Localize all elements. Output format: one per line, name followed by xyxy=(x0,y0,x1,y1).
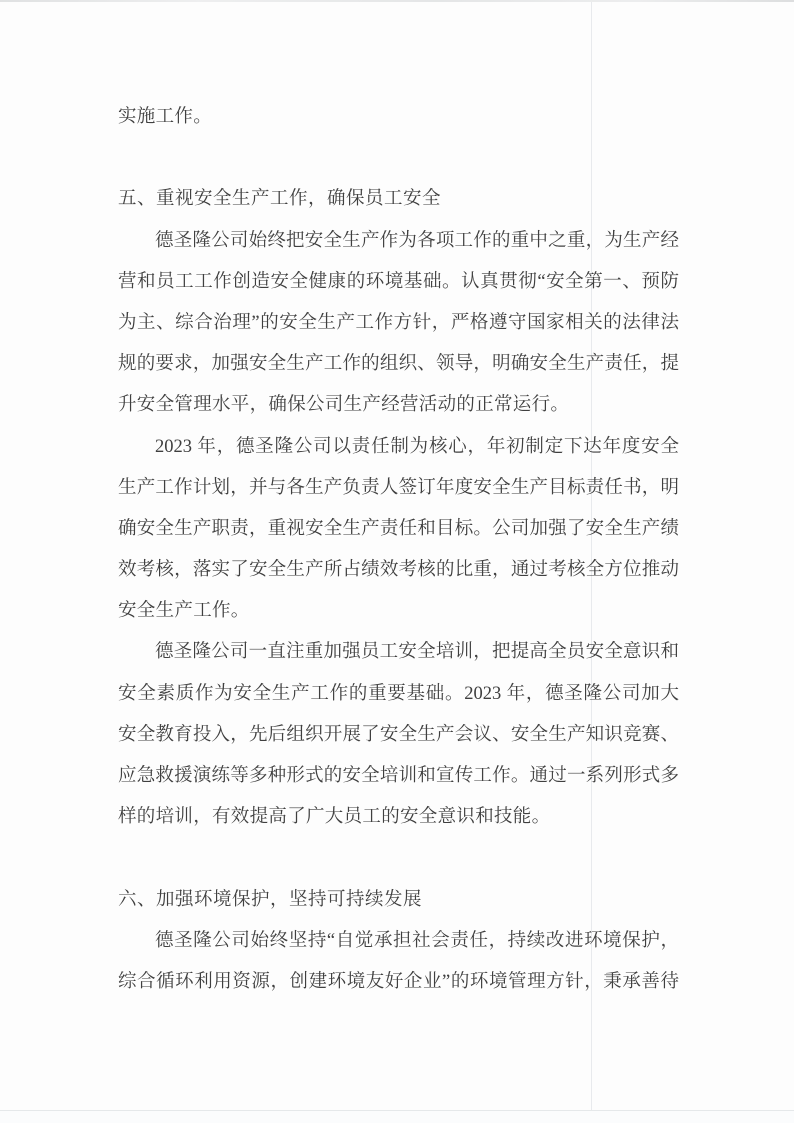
text-line: 规的要求，加强安全生产工作的组织、领导，明确安全生产责任，提 xyxy=(118,354,679,375)
text-line: 安全素质作为安全生产工作的重要基础。2023 年，德圣隆公司加大 xyxy=(118,683,679,704)
blank-line xyxy=(118,138,679,179)
scan-below-edge-area xyxy=(0,1111,794,1123)
scan-top-edge-artifact xyxy=(0,0,794,2)
text-line: 营和员工工作创造安全健康的环境基础。认真贯彻“安全第一、预防 xyxy=(118,271,679,292)
text-line: 生产工作计划，并与各生产负责人签订年度安全生产目标责任书，明 xyxy=(118,477,679,498)
blank-line xyxy=(118,838,679,879)
text-line: 德圣隆公司始终把安全生产作为各项工作的重中之重，为生产经 xyxy=(155,230,679,251)
text-line: 安全教育投入，先后组织开展了安全生产会议、安全生产知识竞赛、 xyxy=(118,724,679,745)
text-line: 安全生产工作。 xyxy=(118,601,250,622)
section-heading: 五、重视安全生产工作，确保员工安全 xyxy=(118,189,442,210)
text-line: 应急救援演练等多种形式的安全培训和宣传工作。通过一系列形式多 xyxy=(118,766,679,786)
document-content xyxy=(118,97,679,1003)
section-heading: 六、加强环境保护，坚持可持续发展 xyxy=(118,889,423,910)
text-line: 2023 年，德圣隆公司以责任制为核心，年初制定下达年度安全 xyxy=(155,436,679,457)
text-line: 为主、综合治理”的安全生产工作方针，严格遵守国家相关的法律法 xyxy=(118,312,679,333)
text-line: 实施工作。 xyxy=(118,107,213,127)
text-line: 综合循环利用资源，创建环境友好企业”的环境管理方针，秉承善待 xyxy=(118,971,679,992)
text-line: 德圣隆公司始终坚持“自觉承担社会责任，持续改进环境保护， xyxy=(155,930,679,951)
text-line: 效考核，落实了安全生产所占绩效考核的比重，通过考核全方位推动 xyxy=(118,560,679,581)
text-line: 升安全管理水平，确保公司生产经营活动的正常运行。 xyxy=(118,395,570,416)
text-line: 确安全生产职责，重视安全生产责任和目标。公司加强了安全生产绩 xyxy=(118,518,679,539)
text-line: 德圣隆公司一直注重加强员工安全培训，把提高全员安全意识和 xyxy=(155,642,679,663)
text-line: 样的培训，有效提高了广大员工的安全意识和技能。 xyxy=(118,807,551,828)
